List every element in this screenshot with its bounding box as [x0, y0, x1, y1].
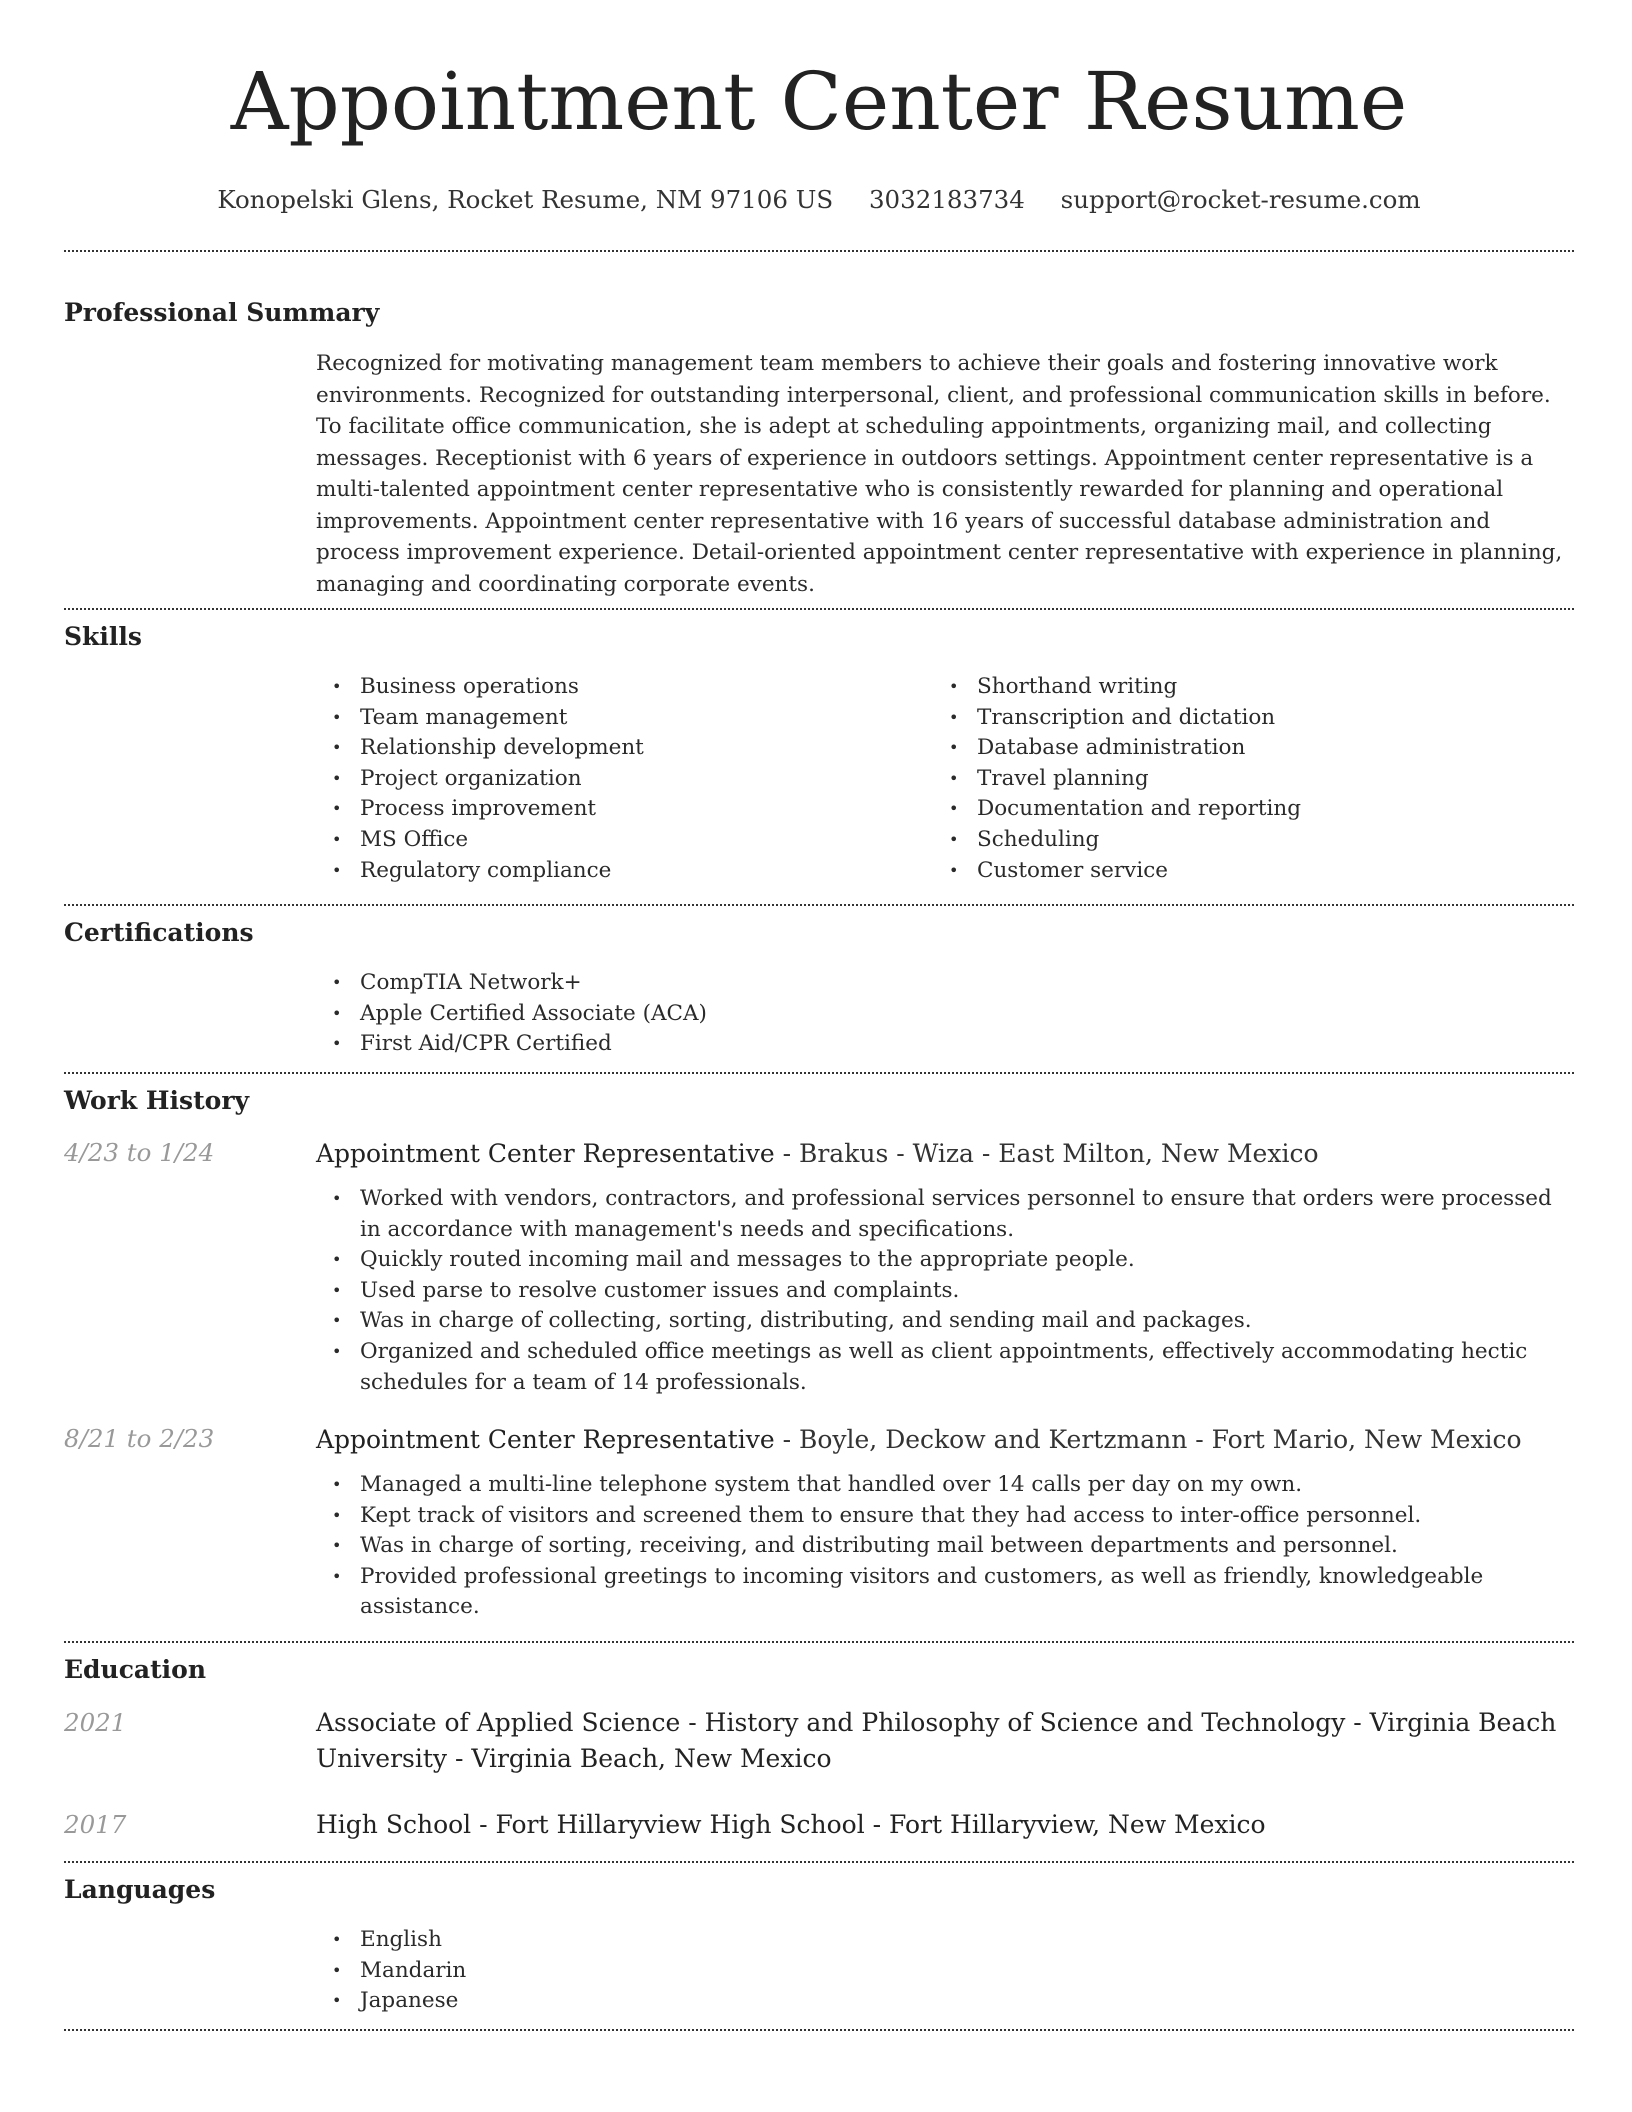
job-title	[316, 1136, 1574, 1172]
resume-title: Appointment Center Resume	[230, 55, 1408, 148]
list-item: • English	[316, 1925, 1574, 1956]
list-item: • Process improvement	[316, 794, 933, 825]
divider	[64, 2029, 1574, 2031]
list-item: • CompTIA Network+	[316, 968, 1574, 999]
list-item: • Customer service	[933, 856, 1550, 887]
list-item: • Shorthand writing	[933, 672, 1550, 703]
list-item: • Business operations	[316, 672, 933, 703]
education-date: 2021	[64, 1708, 127, 1738]
list-item: • Was in charge of sorting, receiving, and distributing mail between departments and personnel.	[316, 1531, 1574, 1562]
education-section	[64, 1643, 1574, 1843]
list-item: • Regulatory compliance	[316, 856, 933, 887]
skills-section	[64, 610, 1574, 886]
languages-section	[64, 1863, 1574, 2017]
education-heading: Education	[64, 1655, 207, 1685]
job-role: Appointment Center Representative	[316, 1138, 775, 1168]
job-org: - Boyle, Deckow and Kertzmann - Fort Mario, New Mexico	[774, 1425, 1522, 1455]
list-item: • Project organization	[316, 764, 933, 795]
list-item: • Documentation and reporting	[933, 794, 1550, 825]
education-entry	[64, 1807, 1574, 1843]
contact-line	[64, 184, 1574, 216]
job-title	[316, 1422, 1574, 1458]
education-title	[316, 1705, 1574, 1777]
education-details: - Fort Hillaryview High School - Fort Hillaryview, New Mexico	[471, 1810, 1266, 1840]
skills-list-right	[933, 672, 1550, 886]
job-bullets	[316, 1470, 1574, 1623]
job-bullets	[316, 1184, 1574, 1398]
list-item: • Scheduling	[933, 825, 1550, 856]
certifications-list	[316, 968, 1574, 1060]
skills-list-left	[316, 672, 933, 886]
list-item: • Managed a multi-line telephone system that handled over 14 calls per day on my own.	[316, 1470, 1574, 1501]
list-item: • Apple Certified Associate (ACA)	[316, 999, 1574, 1030]
list-item: • Kept track of visitors and screened them to ensure that they had access to inter-office personnel.	[316, 1501, 1574, 1532]
certifications-heading: Certifications	[64, 918, 254, 948]
work-section	[64, 1074, 1574, 1623]
list-item: • Organized and scheduled office meetings as well as client appointments, effectively accommodating hectic schedules for a team of 14 professionals.	[316, 1337, 1574, 1398]
list-item: • Provided professional greetings to incoming visitors and customers, as well as friendly, knowledgeable assistance.	[316, 1562, 1574, 1623]
address: Konopelski Glens, Rocket Resume, NM 97106 US	[217, 185, 834, 214]
summary-section	[64, 252, 1574, 600]
education-degree: High School	[316, 1810, 472, 1840]
job-entry	[64, 1136, 1574, 1398]
education-entry	[64, 1705, 1574, 1777]
resume-page	[64, 0, 1574, 2031]
languages-list	[316, 1925, 1574, 2017]
education-date: 2017	[64, 1810, 127, 1840]
job-entry	[64, 1422, 1574, 1623]
job-date: 4/23 to 1/24	[64, 1137, 215, 1167]
job-role: Appointment Center Representative	[316, 1425, 775, 1455]
education-degree: Associate of Applied Science	[316, 1708, 681, 1738]
list-item: • Mandarin	[316, 1956, 1574, 1987]
list-item: • MS Office	[316, 825, 933, 856]
list-item: • Worked with vendors, contractors, and professional services personnel to ensure that orders were processed in accordance with management's needs and specifications.	[316, 1184, 1574, 1245]
list-item: • First Aid/CPR Certified	[316, 1029, 1574, 1060]
phone: 3032183734	[868, 185, 1025, 214]
job-org: - Brakus - Wiza - East Milton, New Mexico	[774, 1138, 1319, 1168]
list-item: • Quickly routed incoming mail and messages to the appropriate people.	[316, 1245, 1574, 1276]
job-date: 8/21 to 2/23	[64, 1424, 215, 1454]
list-item: • Database administration	[933, 733, 1550, 764]
work-heading: Work History	[64, 1085, 250, 1115]
summary-heading: Professional Summary	[64, 298, 380, 327]
list-item: • Relationship development	[316, 733, 933, 764]
list-item: • Used parse to resolve customer issues and complaints.	[316, 1276, 1574, 1307]
languages-heading: Languages	[64, 1875, 216, 1905]
list-item: • Team management	[316, 703, 933, 734]
summary-text: Recognized for motivating management team members to achieve their goals and fostering innovative work environments. Recognized for outstanding interpersonal, client, and professional communication skills in before. To facilitate office communication, she is adept at scheduling appointments, organizing mail, and collecting messages. Receptionist with 6 years of experience in outdoors settings. Appointment center representative is a multi-talented appointment center representative who is consistently rewarded for planning and operational improvements. Appointment center representative with 16 years of successful database administration and process improvement experience. Detail-oriented appointment center representative with experience in planning, managing and coordinating corporate events.	[316, 351, 1563, 597]
list-item: • Travel planning	[933, 764, 1550, 795]
certifications-section	[64, 906, 1574, 1060]
email: support@rocket-resume.com	[1060, 185, 1421, 214]
list-item: • Was in charge of collecting, sorting, distributing, and sending mail and packages.	[316, 1306, 1574, 1337]
list-item: • Transcription and dictation	[933, 703, 1550, 734]
skills-heading: Skills	[64, 622, 142, 651]
list-item: • Japanese	[316, 1986, 1574, 2017]
education-details: - History and Philosophy of Science and Technology - Virginia Beach University - Virginia Beach, New Mexico	[316, 1708, 1557, 1774]
education-title	[316, 1807, 1574, 1843]
